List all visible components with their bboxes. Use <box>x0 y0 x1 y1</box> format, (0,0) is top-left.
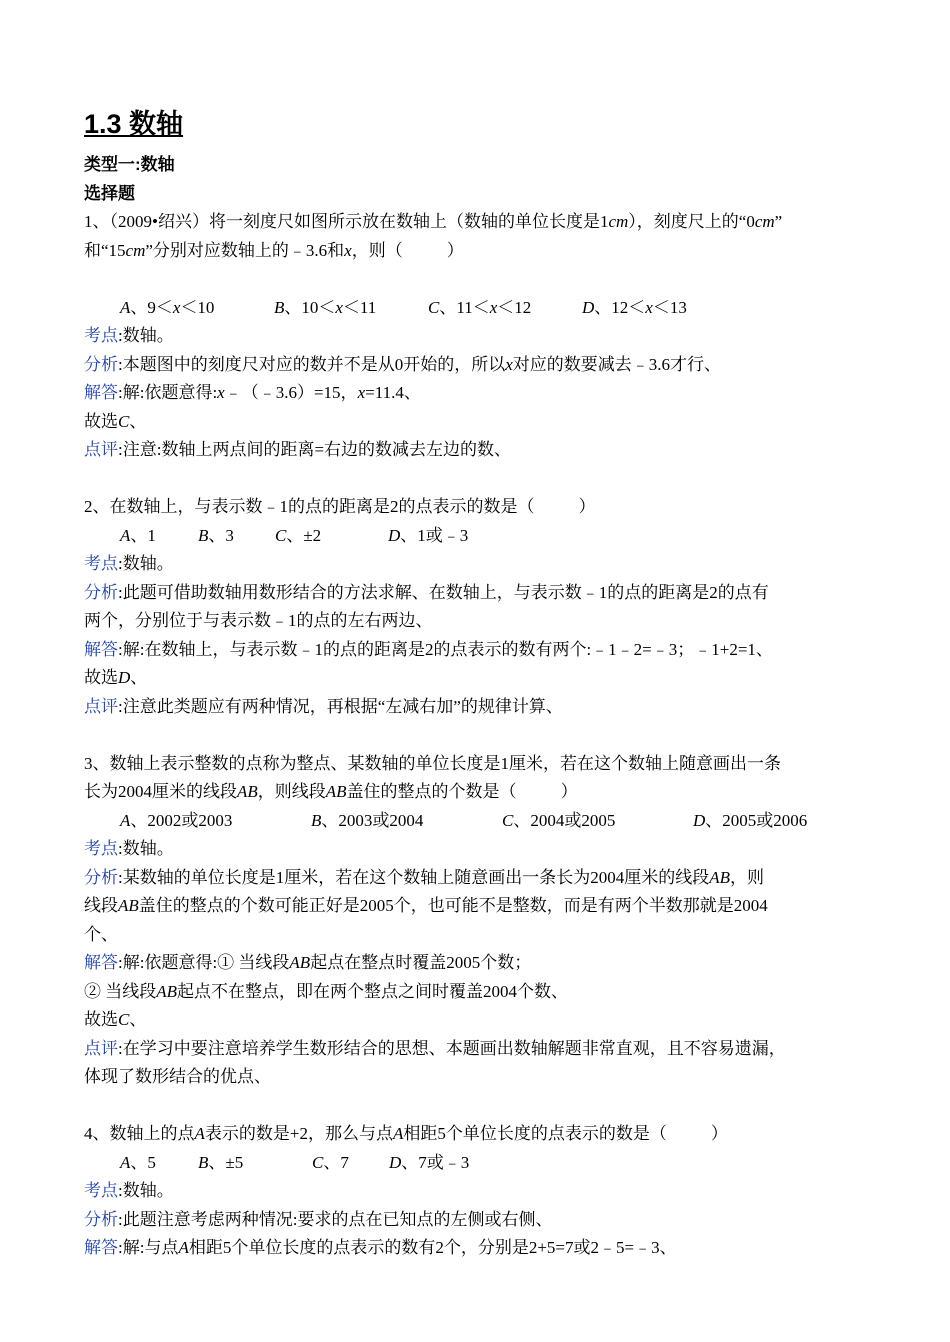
question-4-fenxi: 分析:此题注意考虑两种情况:要求的点在已知点的左侧或右侧、 <box>84 1209 553 1229</box>
option-c: C、11＜x＜12 <box>428 297 532 317</box>
page-title: 1.3 数轴 <box>84 109 184 139</box>
question-3-fenxi-cont2: 个、 <box>84 924 118 944</box>
option-a: A、1 <box>120 525 156 545</box>
question-2 <box>84 493 866 721</box>
question-3-fenxi: 分析:某数轴的单位长度是1厘米，若在这个数轴上随意画出一条长为2004厘米的线段AB，则 <box>84 867 765 887</box>
option-d: D、12＜x＜13 <box>582 297 687 317</box>
option-b: B、2003或2004 <box>311 810 424 830</box>
question-2-kaodian: 考点:数轴。 <box>84 554 174 573</box>
option-d: D、2005或2006 <box>693 810 808 830</box>
question-1-stem-line1: 1、（2009•绍兴）将一刻度尺如图所示放在数轴上（数轴的单位长度是1cm），刻度尺上的“0cm” <box>84 212 783 231</box>
option-a: A、5 <box>120 1152 156 1172</box>
question-4-options <box>84 1149 866 1178</box>
question-2-answer: 故选D、 <box>84 668 148 687</box>
question-3 <box>84 750 866 1092</box>
question-3-stem-line2: 长为2004厘米的线段AB，则线段AB盖住的整点的个数是（ ） <box>84 782 578 801</box>
option-b: B、10＜x＜11 <box>274 297 377 317</box>
question-3-kaodian: 考点:数轴。 <box>84 839 174 858</box>
question-3-dianping-cont: 体现了数形结合的优点、 <box>84 1067 271 1086</box>
option-d: D、1或﹣3 <box>388 525 469 545</box>
question-3-answer: 故选C、 <box>84 1010 147 1029</box>
question-3-fenxi-cont: 线段AB盖住的整点的个数可能正好是2005个，也可能不是整数，而是有两个半数那就是2004 <box>84 896 768 915</box>
question-3-stem-line1: 3、数轴上表示整数的点称为整点、某数轴的单位长度是1厘米，若在这个数轴上随意画出一条 <box>84 753 781 773</box>
question-4-kaodian: 考点:数轴。 <box>84 1181 174 1200</box>
question-2-jieda: 解答:解:在数轴上，与表示数﹣1的点的距离是2的点表示的数有两个:﹣1﹣2=﹣3；﹣1+2=1、 <box>84 639 773 659</box>
section-heading: 类型一:数轴 <box>84 155 175 174</box>
question-1-answer: 故选C、 <box>84 411 147 431</box>
question-2-stem: 2、在数轴上，与表示数﹣1的点的距离是2的点表示的数是（ ） <box>84 497 596 516</box>
question-3-jieda-cont: ② 当线段AB起点不在整点，即在两个整点之间时覆盖2004个数、 <box>84 981 569 1001</box>
question-2-options <box>84 522 866 551</box>
option-c: C、±2 <box>275 525 322 545</box>
option-a: A、9＜x＜10 <box>120 297 215 317</box>
option-c: C、7 <box>312 1152 349 1172</box>
question-1-options <box>84 294 866 323</box>
question-3-dianping: 点评:在学习中要注意培养学生数形结合的思想、本题画出数轴解题非常直观，且不容易遗漏， <box>84 1038 786 1058</box>
option-d: D、7或﹣3 <box>389 1152 470 1172</box>
question-4-stem: 4、数轴上的点A表示的数是+2，那么与点A相距5个单位长度的点表示的数是（ ） <box>84 1124 728 1143</box>
question-1 <box>84 208 866 465</box>
question-3-jieda: 解答:解:依题意得:① 当线段AB起点在整点时覆盖2005个数； <box>84 953 532 972</box>
option-a: A、2002或2003 <box>120 810 233 830</box>
question-4-jieda: 解答:解:与点A相距5个单位长度的点表示的数有2个，分别是2+5=7或2﹣5=﹣3、 <box>84 1238 677 1257</box>
option-b: B、3 <box>198 525 234 545</box>
question-2-dianping: 点评:注意此类题应有两种情况，再根据“左减右加”的规律计算、 <box>84 696 563 716</box>
question-2-fenxi-cont: 两个，分别位于与表示数﹣1的点的左右两边、 <box>84 611 433 630</box>
subsection-heading: 选择题 <box>84 184 135 203</box>
option-b: B、±5 <box>198 1152 244 1172</box>
question-1-stem-line2: 和“15cm”分别对应数轴上的﹣3.6和x，则（ ） <box>84 240 464 260</box>
option-c: C、2004或2005 <box>502 810 616 830</box>
question-1-dianping: 点评:注意:数轴上两点间的距离=右边的数减去左边的数、 <box>84 440 512 459</box>
question-4 <box>84 1120 866 1263</box>
question-2-fenxi: 分析:此题可借助数轴用数形结合的方法求解、在数轴上，与表示数﹣1的点的距离是2的点有 <box>84 582 769 602</box>
question-1-jieda: 解答:解:依题意得:x﹣（﹣3.6）=15，x=11.4、 <box>84 383 421 402</box>
question-1-fenxi: 分析:本题图中的刻度尺对应的数并不是从0开始的，所以x对应的数要减去﹣3.6才行、 <box>84 354 722 374</box>
question-3-options <box>84 807 866 836</box>
question-1-kaodian: 考点:数轴。 <box>84 326 174 345</box>
